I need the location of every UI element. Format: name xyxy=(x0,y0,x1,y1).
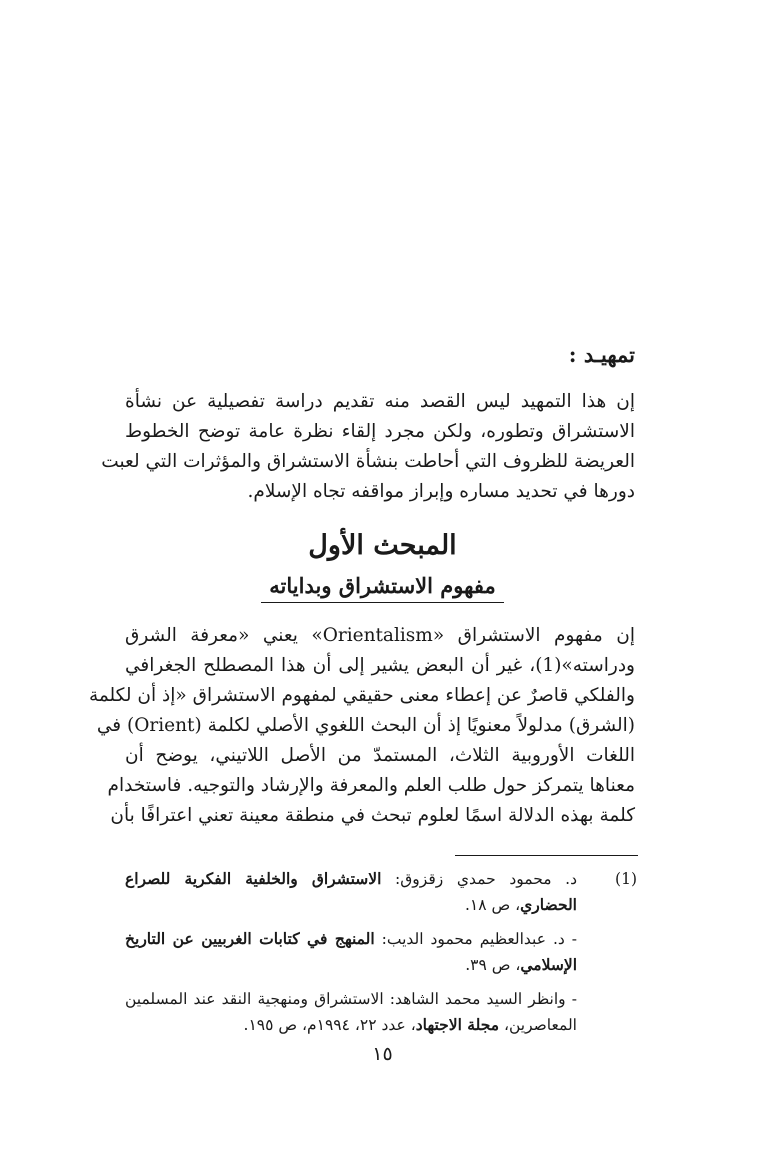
footnote-title: الاستشراق والخلفية الفكرية للصراع الحضاري xyxy=(125,869,577,914)
body-line: (الشرق) مدلولاً معنويًا إذ أن البحث اللغوي الأصلي لكلمة (Orient) في xyxy=(96,715,635,736)
footnote-suffix: ، عدد ٢٢، ١٩٩٤م، ص ١٩٥. xyxy=(243,1016,416,1034)
section-subtitle-wrapper xyxy=(0,573,765,603)
body-line: إن مفهوم الاستشراق «Orientalism» يعني «معرفة الشرق xyxy=(125,625,635,646)
footnote-entry xyxy=(125,986,577,1038)
footnote-number: (1) xyxy=(615,870,637,888)
section-subtitle: مفهوم الاستشراق وبداياته xyxy=(261,573,503,603)
body-line: والفلكي قاصرٌ عن إعطاء معنى حقيقي لمفهوم الاستشراق «إذ أن لكلمة xyxy=(88,685,635,706)
body-line: معناها يتمركز حول طلب العلم والمعرفة والإرشاد والتوجيه. فاستخدام xyxy=(107,775,635,796)
section-title: المبحث الأول xyxy=(308,530,457,561)
footnote-prefix: د. محمود حمدي زقزوق: xyxy=(381,870,577,888)
body-line: ودراسته»(1)، غير أن البعض يشير إلى أن هذا المصطلح الجغرافي xyxy=(125,655,635,676)
page-number: ١٥ xyxy=(372,1043,393,1065)
footnote-divider xyxy=(455,855,638,856)
footnote-suffix: ، ص ٣٩. xyxy=(465,956,521,974)
footnote-prefix: - وانظر السيد محمد الشاهد: الاستشراق ومنهجية النقد عند المسلمين المعاصرين، xyxy=(125,990,577,1034)
footnote-prefix: - د. عبدالعظيم محمود الديب: xyxy=(374,930,578,948)
intro-line: دورها في تحديد مساره وإبراز مواقفه تجاه الإسلام. xyxy=(247,481,635,502)
intro-line: الاستشراق وتطوره، ولكن مجرد إلقاء نظرة عامة توضح الخطوط xyxy=(125,421,635,442)
footnote-entry xyxy=(125,926,577,978)
body-line: اللغات الأوروبية الثلاث، المستمدّ من الأصل اللاتيني، يوضح أن xyxy=(125,745,635,766)
intro-line: إن هذا التمهيد ليس القصد منه تقديم دراسة تفصيلية عن نشأة xyxy=(125,391,635,412)
intro-line: العريضة للظروف التي أحاطت بنشأة الاستشراق والمؤثرات التي لعبت xyxy=(101,451,635,472)
body-line: كلمة بهذه الدلالة اسمًا لعلوم تبحث في منطقة معينة تعني اعترافًا بأن xyxy=(110,805,635,826)
intro-heading: تمهيـد : xyxy=(568,342,635,367)
footnote-entry xyxy=(125,866,577,918)
intro-paragraph xyxy=(101,387,635,507)
footnote-title: المنهج في كتابات الغربيين عن التاريخ الإسلامي xyxy=(125,929,577,974)
footnote-title: مجلة الاجتهاد xyxy=(415,1015,500,1034)
footnotes xyxy=(125,866,635,1046)
footnote-suffix: ، ص ١٨. xyxy=(464,896,521,914)
body-paragraph xyxy=(88,621,635,831)
